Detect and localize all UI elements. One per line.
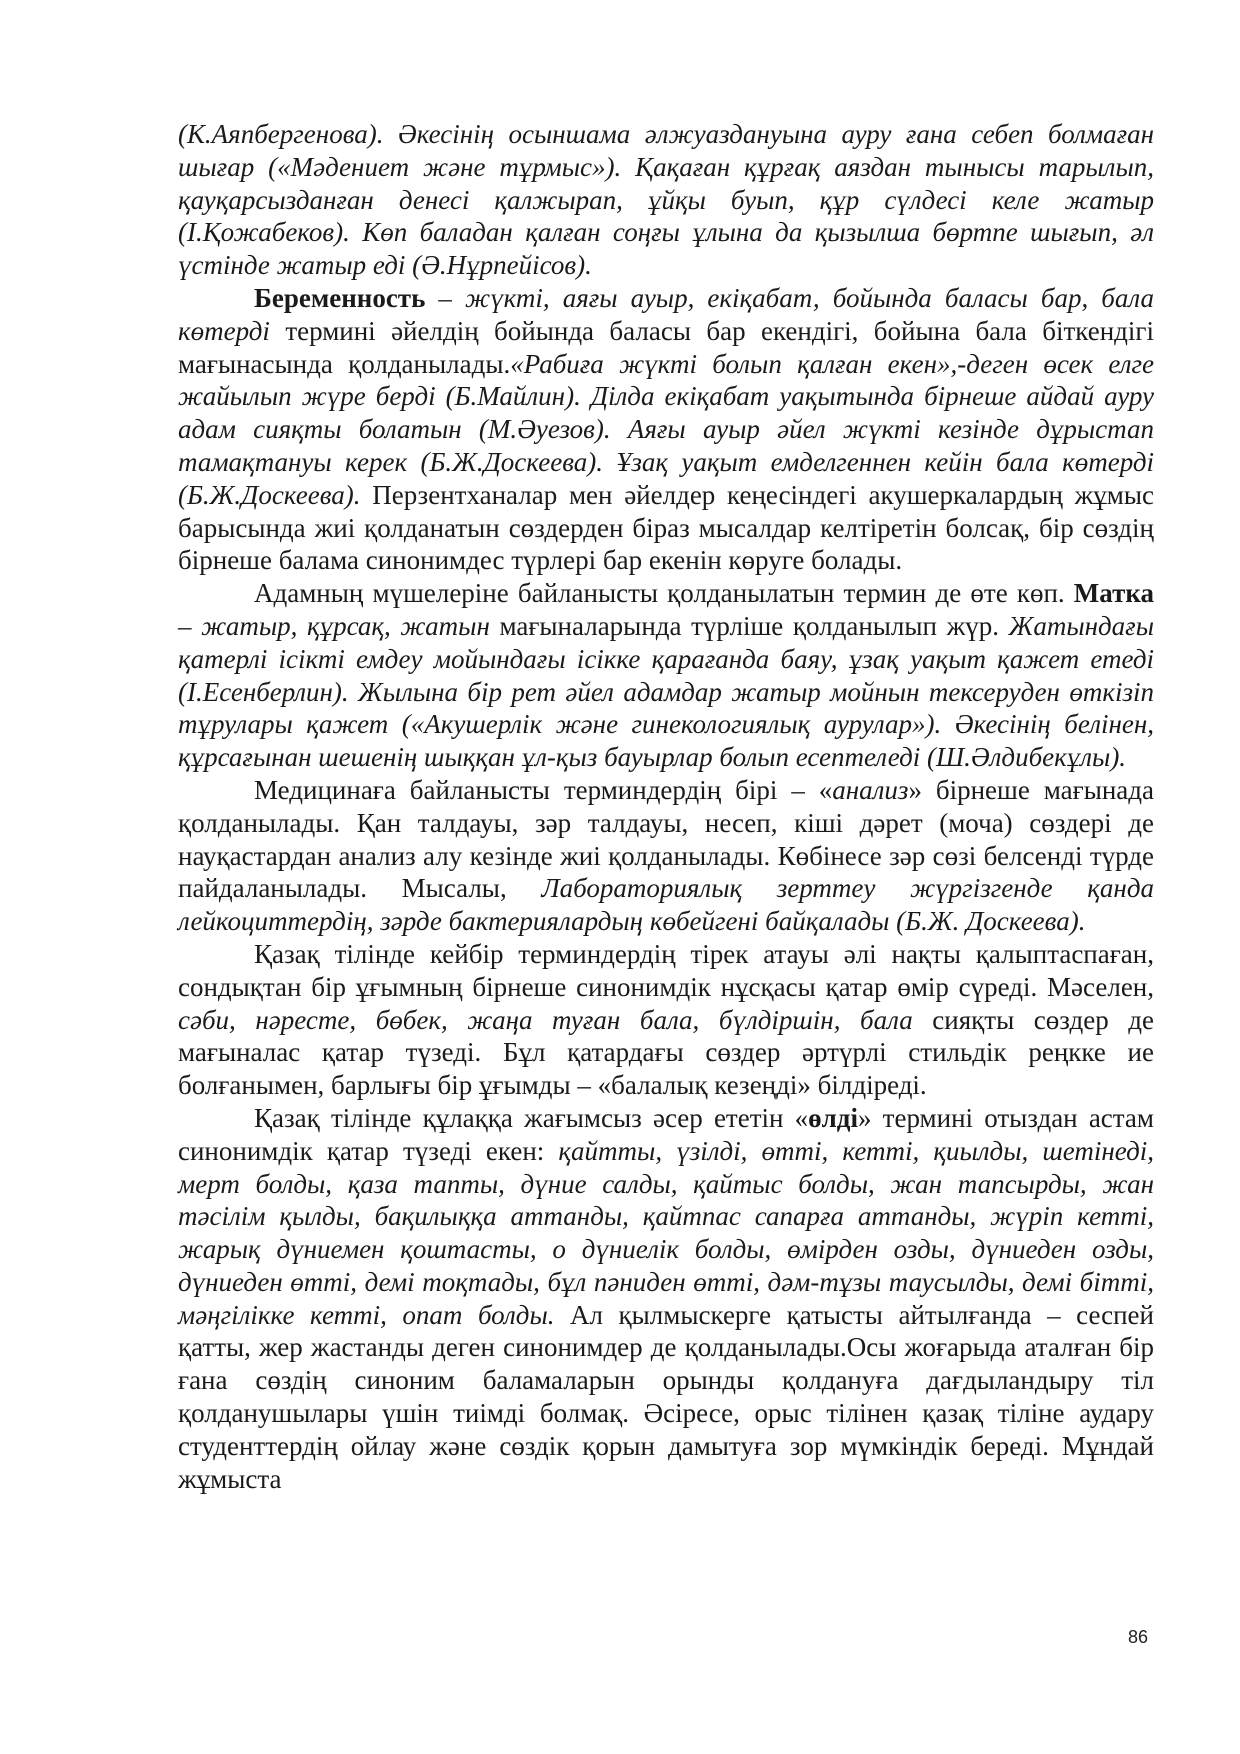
- italic-run: Жатындағы қатерлі ісікті емдеу мойындағы ісікке қарағанда баяу, ұзақ уақыт қажет етеді (І.Есенберлин). Жылына бір рет әйел адамдар жатыр мойнын тексеруден өткізіп тұрулары қажет («Акушерлік және гинекологиялық аурулар»). Әкесінің белінен, құрсағынан шешенің шыққан ұл-қыз бауырлар болып есептеледі (Ш.Әлдибекұлы).: [178, 610, 1154, 773]
- italic-run: сәби, нәресте, бөбек, жаңа туған бала, бүлдіршін, бала: [178, 1004, 913, 1035]
- document-body: [178, 118, 1154, 1495]
- text-run: » бірнеше мағынада қолданылады. Қан талдауы, зәр талдауы, несеп, кіші дәрет (моча) сөздері де науқастардан анализ алу кезінде жиі қолданылады. Көбінесе зәр сөзі белсенді түрде пайдаланылады. Мысалы,: [178, 774, 1154, 904]
- bold-term: өлді: [808, 1102, 858, 1133]
- italic-run: – жүкті, аяғы ауыр, екіқабат, бойында баласы бар, бала көтерді: [178, 282, 1154, 346]
- italic-run: Лабораториялық зерттеу жүргізгенде қанда лейкоциттердің, зәрде бактериялардың көбейгені байқалады (Б.Ж. Доскеева).: [178, 873, 1154, 937]
- text-run: мағыналарында түрліше қолданылып жүр.: [489, 610, 1009, 641]
- paragraph: [178, 118, 1154, 282]
- paragraph: [178, 1102, 1154, 1496]
- italic-run: (К.Аяпбергенова). Әкесінің осыншама әлжуаздануына ауру ғана себеп болмаған шығар («Мәдениет және тұрмыс»). Қақаған құрғақ аяздан тынысы тарылып, қауқарсызданған денесі қалжырап, ұйқы буып, құр сүлдесі келе жатыр (І.Қожабеков). Көп баладан қалған соңғы ұлына да қызылша бөртпе шығып, әл үстінде жатыр еді (Ә.Нұрпейісов).: [178, 119, 1154, 281]
- italic-run: анализ: [832, 774, 909, 805]
- text-run: Перзентханалар мен әйелдер кеңесіндегі акушеркалардың жұмыс барысында жиі қолданатын сөздерден біраз мысалдар келтіретін болсақ, бір сөздің бірнеше балама синонимдес түрлері бар екенін көруге болады.: [178, 479, 1154, 576]
- paragraph: [178, 577, 1154, 774]
- text-run: термині әйелдің бойында баласы бар екендігі, бойына бала біткендігі мағынасында қолданылады.: [178, 315, 1154, 379]
- text-run: Ал қылмыскерге қатысты айтылғанда – сеспей қатты, жер жастанды деген синонимдер де қолданылады.Осы жоғарыда аталған бір ғана сөздің синоним баламаларын орынды қолдануға дағдыландыру тіл қолданушылары үшін тиімді болмақ. Әсіресе, орыс тілінен қазақ тіліне аудару студенттердің ойлау және сөздік қорын дамытуға зор мүмкіндік береді. Мұндай жұмыста: [178, 1299, 1154, 1494]
- paragraph: [178, 282, 1154, 577]
- italic-run: «Рабиға жүкті болып қалған екен»,-деген өсек елге жайылып жүре берді (Б.Майлин). Ділда екіқабат уақытында бірнеше айдай ауру адам сияқты болатын (М.Әуезов). Аяғы ауыр әйел жүкті кезінде дұрыстап тамақтануы керек (Б.Ж.Доскеева). Ұзақ уақыт емделгеннен кейін бала көтерді (Б.Ж.Доскеева).: [178, 348, 1154, 510]
- text-run: » термині отыздан астам синонимдік қатар түзеді екен:: [178, 1102, 1154, 1166]
- page-number: 86: [1128, 1627, 1149, 1647]
- paragraph: [178, 938, 1154, 1102]
- text-run: Қазақ тілінде құлаққа жағымсыз әсер ететін «: [254, 1102, 809, 1133]
- text-run: Медицинаға байланысты терминдердің бірі – «: [254, 774, 833, 805]
- text-run: сияқты сөздер де мағыналас қатар түзеді. Бұл қатардағы сөздер әртүрлі стильдік реңкке ие болғанымен, барлығы бір ұғымды – «балалық кезеңді» білдіреді.: [178, 1004, 1154, 1101]
- bold-term: Беременность: [254, 282, 426, 313]
- text-run: Қазақ тілінде кейбір терминдердің тірек атауы әлі нақты қалыптаспаған, сондықтан бір ұғымның бірнеше синонимдік нұсқасы қатар өмір сүреді. Мәселен,: [178, 938, 1154, 1002]
- paragraph: [178, 774, 1154, 938]
- bold-term: Матка: [1073, 578, 1154, 609]
- italic-run: – жатыр, құрсақ, жатын: [178, 610, 490, 641]
- text-run: Адамның мүшелеріне байланысты қолданылатын термин де өте көп.: [254, 578, 1074, 609]
- italic-run: қайтты, үзілді, өтті, кетті, қиылды, шетінеді, мерт болды, қаза тапты, дүние салды, қайтыс болды, жан тапсырды, жан тәсілім қылды, бақилыққа аттанды, қайтпас сапарға аттанды, жүріп кетті, жарық дүниемен қоштасты, о дүниелік болды, өмірден озды, дүниеден озды, дүниеден өтті, демі тоқтады, бұл пәниден өтті, дәм-тұзы таусылды, демі бітті, мәңгілікке кетті, опат болды.: [178, 1135, 1154, 1330]
